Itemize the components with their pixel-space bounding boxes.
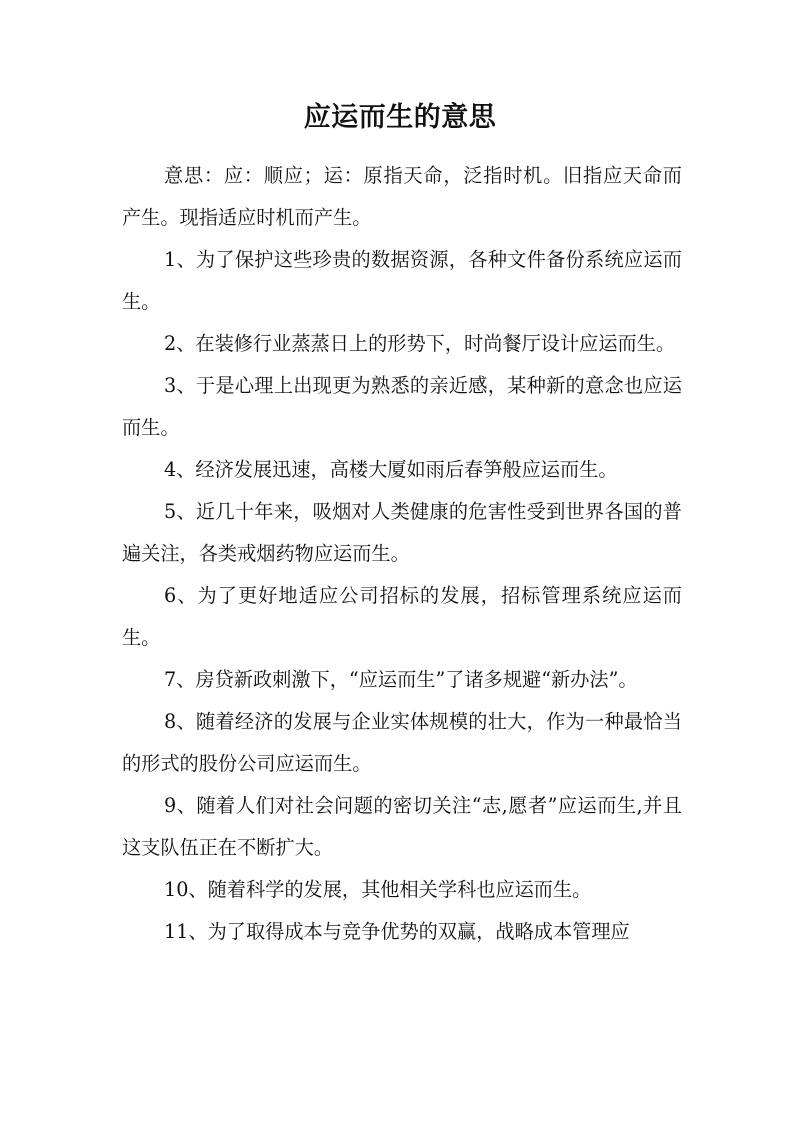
paragraph-example-2: 2、在装修行业蒸蒸日上的形势下，时尚餐厅设计应运而生。	[164, 332, 676, 355]
paragraph-example-7: 7、房贷新政刺激下，“应运而生”了诸多规避“新办法”。	[164, 668, 638, 691]
paragraph-example-10: 10、随着科学的发展，其他相关学科也应运而生。	[164, 878, 592, 901]
paragraph-example-11: 11、为了取得成本与竞争优势的双赢，战略成本管理应	[164, 920, 630, 943]
document-body	[122, 155, 682, 953]
paragraph-example-1: 1、为了保护这些珍贵的数据资源，各种文件备份系统应运而生。	[122, 248, 682, 313]
paragraph-example-8: 8、随着经济的发展与企业实体规模的壮大，作为一种最恰当的形式的股份公司应运而生。	[122, 710, 682, 775]
paragraph-example-5: 5、近几十年来，吸烟对人类健康的危害性受到世界各国的普遍关注，各类戒烟药物应运而生。	[122, 500, 682, 565]
paragraph-definition: 意思：应：顺应；运：原指天命，泛指时机。旧指应天命而产生。现指适应时机而产生。	[122, 164, 682, 229]
paragraph-example-6: 6、为了更好地适应公司招标的发展，招标管理系统应运而生。	[122, 584, 682, 649]
document-title: 应运而生的意思	[303, 102, 497, 133]
paragraph-example-9: 9、随着人们对社会问题的密切关注“志,愿者”应运而生,并且这支队伍正在不断扩大。	[122, 794, 682, 859]
paragraph-example-3: 3、于是心理上出现更为熟悉的亲近感，某种新的意念也应运而生。	[122, 374, 682, 439]
paragraph-example-4: 4、经济发展迅速，高楼大厦如雨后春笋般应运而生。	[164, 458, 618, 481]
